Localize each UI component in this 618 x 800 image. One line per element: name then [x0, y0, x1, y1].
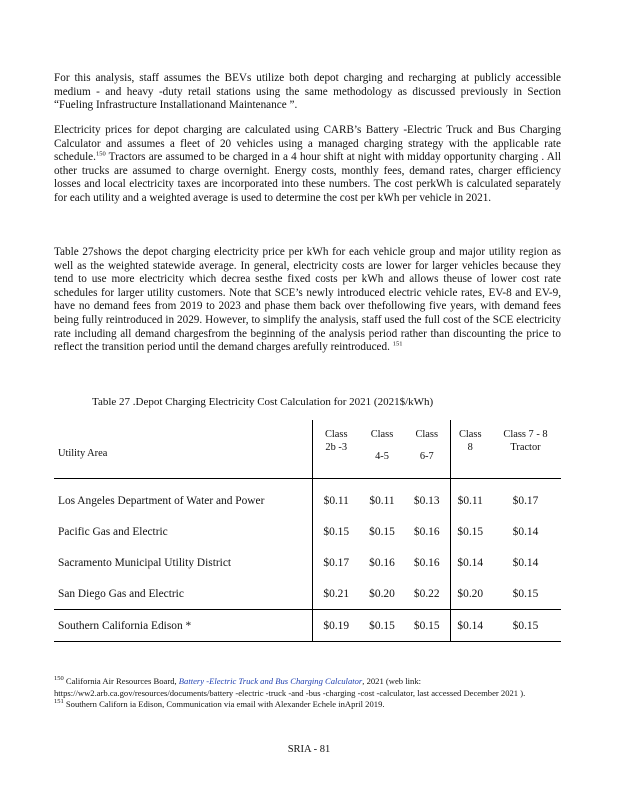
- utility-area-cell: Pacific Gas and Electric: [58, 525, 168, 538]
- utility-area-cell: Southern California Edison *: [58, 619, 192, 632]
- footnote-150: [54, 676, 561, 699]
- utility-area-cell: Los Angeles Department of Water and Power: [58, 494, 265, 507]
- table-row: [54, 479, 561, 517]
- page-number: SRIA - 81: [287, 744, 331, 755]
- cost-cell: $0.20: [369, 587, 395, 600]
- cost-cell: $0.16: [413, 556, 440, 569]
- intro-paragraph: For this analysis, staff assumes the BEVs utilize both depot charging and recharging at publicly accessible medium - and heavy -duty retail stations using the same methodology as discussed previously in Section “Fueling Infrastructure Installationand Maintenance ”.: [54, 72, 561, 112]
- cost-cell: $0.14: [512, 525, 539, 538]
- cost-cell: $0.22: [413, 587, 440, 600]
- cost-cell: $0.14: [450, 610, 490, 642]
- cost-cell: $0.16: [413, 525, 440, 538]
- paragraph-text: Tractors are assumed to be charged in a 4 hour shift at night with midday opportunity charging . All other trucks are assumed to charge overnight. Energy costs, monthly fees, demand rates, charger efficiency losses and local electricity taxes are incorporated into these numbers. The cost perkWh is calculated separately for each utility and a weighted average is used to determine the cost per kWh per vehicle in 2021.: [54, 151, 561, 204]
- table-description-paragraph: [54, 246, 561, 355]
- table-row: [54, 516, 561, 547]
- depot-charging-cost-table: [54, 420, 561, 642]
- table-caption: Table 27 .Depot Charging Electricity Cost Calculation for 2021 (2021$/kWh): [92, 396, 434, 408]
- footnote-ref-151[interactable]: 151: [392, 340, 403, 348]
- calculator-link[interactable]: Battery -Electric Truck and Bus Charging Calculator: [178, 676, 363, 686]
- header-class-6-7: [404, 420, 450, 479]
- footnote-ref-150[interactable]: 150: [95, 150, 106, 158]
- paragraph-text: Electricity prices for depot charging are calculated using CARB’s Battery -Electric Truck and Bus Charging Calculator and assumes a fleet of 20 vehicles using a managed charging strategy with the applicable rate schedule.: [54, 124, 561, 164]
- header-sublabel: 4-5: [375, 451, 389, 462]
- table-row: [54, 578, 561, 610]
- footnotes: [54, 676, 561, 711]
- cost-cell: $0.17: [312, 547, 360, 578]
- footnote-text: , 2021 (web link: https://ww2.arb.ca.gov/resources/documents/battery -electric -truck -and -bus -charging -cost -calculator, last accessed December 2021 ).: [54, 676, 526, 698]
- cost-cell: $0.15: [413, 619, 440, 632]
- cost-cell: $0.14: [450, 547, 490, 578]
- footnote-number: 150: [54, 675, 64, 683]
- footnote-text: California Air Resources Board,: [63, 676, 179, 686]
- header-label: Class: [415, 429, 439, 440]
- cost-cell: $0.17: [512, 494, 539, 507]
- cost-cell: $0.16: [369, 556, 395, 569]
- cost-cell: $0.14: [512, 556, 539, 569]
- electricity-price-paragraph: [54, 124, 561, 206]
- cost-cell: $0.11: [369, 494, 395, 507]
- cost-cell: $0.15: [369, 525, 395, 538]
- header-label: Class: [324, 429, 348, 440]
- cost-cell: $0.20: [450, 578, 490, 610]
- utility-area-cell: San Diego Gas and Electric: [58, 587, 184, 600]
- utility-area-cell: Sacramento Municipal Utility District: [58, 556, 232, 569]
- paragraph-text: Table 27shows the depot charging electricity price per kWh for each vehicle group and major utility region as well as the weighted statewide average. In general, electricity costs are lower for larger vehicles because they tend to use more electricity which decrea sesthe fixed costs per kWh and allows theuse of lower cost rate schedules for larger utility customers. Note that SCE’s newly introduced electric vehicle rates, EV-8 and EV-9, have no demand fees from 2019 to 2023 and phase them back over thefollowing five years, with demand fees being fully reintroduced in 2029. However, to simplify the analysis, staff used the full cost of the SCE electricity rate including all demand chargesfrom the beginning of the analysis period rather than discounting the price to reflect the transition period until the demand charges arefully reintroduced.: [54, 246, 561, 354]
- cost-cell: $0.15: [312, 516, 360, 547]
- header-sublabel: 2b -3: [325, 442, 348, 453]
- header-class-8: [450, 420, 490, 479]
- header-label: Class: [370, 429, 394, 440]
- cost-cell: $0.15: [450, 516, 490, 547]
- cost-cell: $0.21: [312, 578, 360, 610]
- footnote-number: 151: [54, 698, 64, 706]
- cost-cell: $0.11: [450, 479, 490, 517]
- table-row: [54, 547, 561, 578]
- header-sublabel: Tractor: [510, 442, 541, 453]
- header-utility-area: Utility Area: [58, 447, 108, 459]
- cost-cell: $0.15: [512, 619, 539, 632]
- table-header-row: [54, 420, 561, 479]
- footnote-text: Southern Californ ia Edison, Communication via email with Alexander Echele inApril 2019.: [63, 699, 385, 709]
- header-label: Class 7 - 8: [503, 429, 548, 440]
- header-label: Class: [458, 429, 482, 440]
- header-sublabel: 8: [467, 442, 473, 453]
- footnote-151: [54, 699, 561, 711]
- cost-cell: $0.19: [312, 610, 360, 642]
- header-class-2b-3: [312, 420, 360, 479]
- cost-cell: $0.15: [512, 587, 539, 600]
- cost-cell: $0.15: [369, 619, 395, 632]
- cost-cell: $0.13: [413, 494, 440, 507]
- cost-cell: $0.11: [312, 479, 360, 517]
- header-class-7-8-tractor: [490, 420, 561, 479]
- table-row: [54, 610, 561, 642]
- header-class-4-5: [360, 420, 404, 479]
- header-sublabel: 6-7: [419, 451, 434, 462]
